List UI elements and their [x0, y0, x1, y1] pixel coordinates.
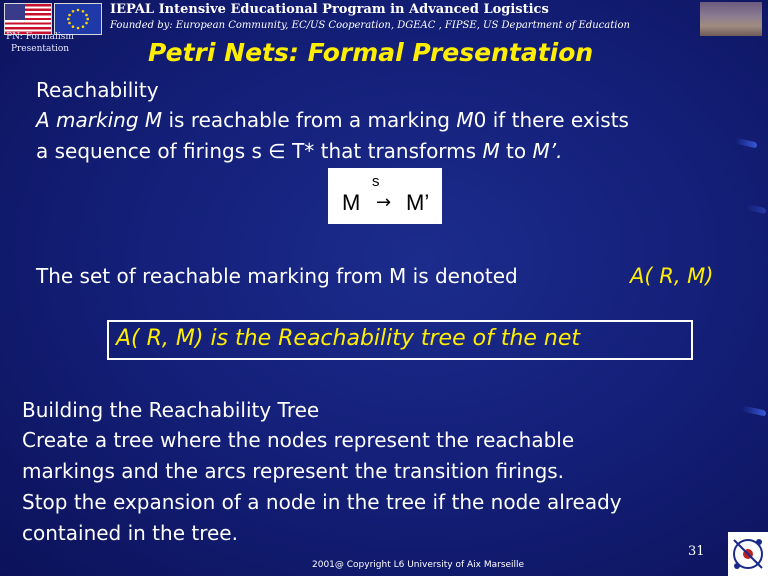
program-title: IEPAL Intensive Educational Program in Advanced Logistics	[110, 2, 549, 17]
building-line-2: markings and the arcs represent the transition firings.	[22, 459, 565, 483]
building-line-1: Create a tree where the nodes represent the reachable	[22, 428, 575, 452]
background-dash	[742, 405, 766, 416]
background-dash	[735, 138, 757, 149]
section-label: PN: Formalism Presentation	[6, 32, 74, 54]
copyright-text: 2001@ Copyright L6 University of Aix Marseille	[312, 560, 525, 570]
reachability-formula	[328, 168, 442, 224]
formula-sequence-label: s	[372, 173, 380, 190]
reachability-line-2: a sequence of firings s ∈ T* that transforms M to M’.	[36, 139, 563, 163]
building-line-3: Stop the expansion of a node in the tree if the node already	[22, 490, 622, 514]
page-number: 31	[688, 544, 705, 559]
reachability-line-1: A marking M is reachable from a marking M0 if there exists	[36, 108, 629, 132]
building-line-4: contained in the tree.	[22, 521, 238, 545]
reachable-set-notation: A( R, M)	[630, 264, 714, 288]
building-heading: Building the Reachability Tree	[22, 398, 320, 422]
background-dash	[746, 204, 766, 214]
formula-left: M	[342, 190, 361, 215]
formula-right: M’	[406, 190, 430, 215]
slide-title: Petri Nets: Formal Presentation	[148, 38, 594, 67]
program-subtitle: Founded by: European Community, EC/US Cooperation, DGEAC , FIPSE, US Department of Education	[110, 20, 630, 31]
reachability-heading: Reachability	[36, 78, 159, 102]
definition-text: A( R, M) is the Reachability tree of the net	[116, 326, 581, 351]
formula-arrow: →	[376, 192, 392, 213]
header-photo	[700, 2, 762, 36]
reachable-set-text: The set of reachable marking from M is denoted	[36, 264, 518, 288]
university-logo-icon	[728, 532, 768, 576]
